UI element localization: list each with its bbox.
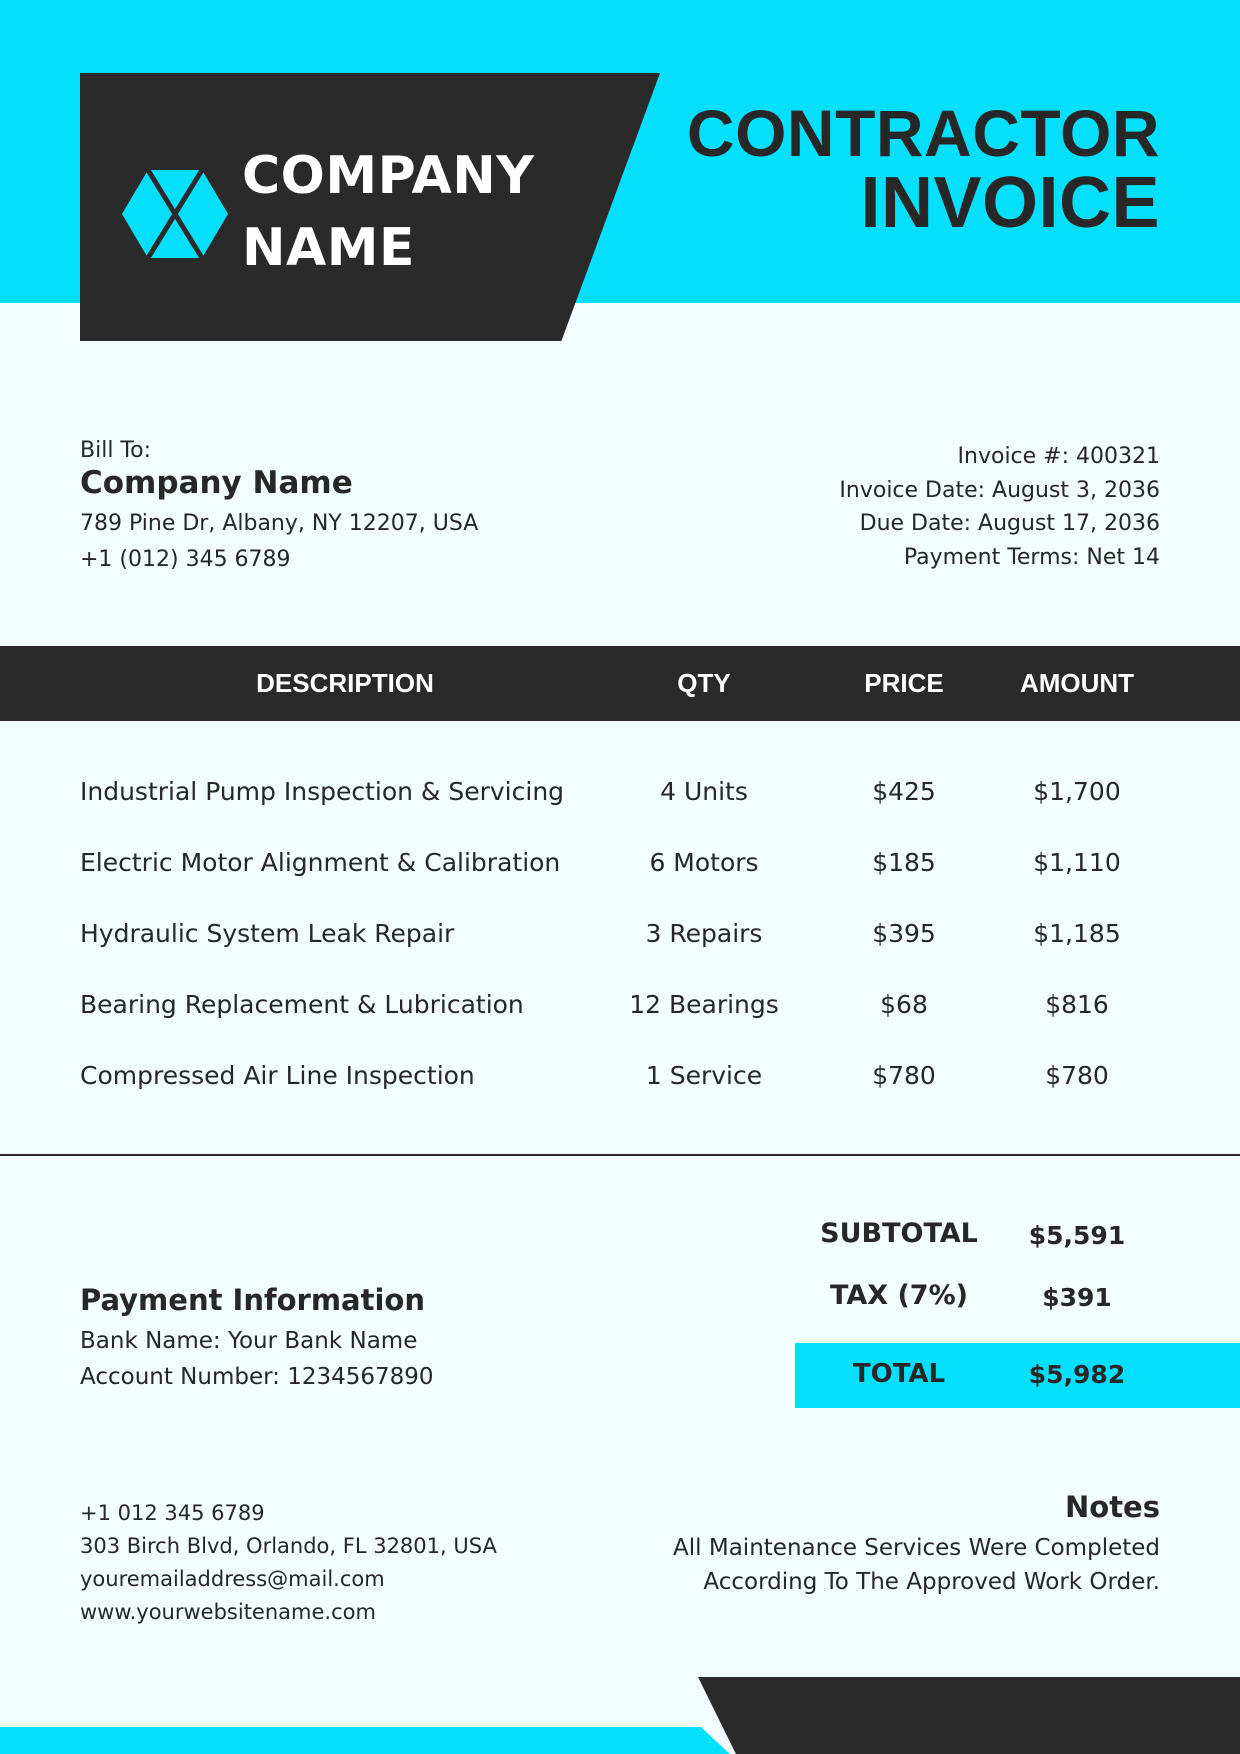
bill-to-name: Company Name xyxy=(80,465,353,501)
payment-info-title: Payment Information xyxy=(80,1283,425,1317)
document-title xyxy=(686,96,1160,243)
table-header xyxy=(0,646,1240,721)
header-description: DESCRIPTION xyxy=(256,668,434,698)
row-amount: $1,700 xyxy=(1033,777,1121,806)
contact-website: www.yourwebsitename.com xyxy=(80,1600,376,1624)
due-date: Due Date: August 17, 2036 xyxy=(859,511,1160,536)
account-number: Account Number: 1234567890 xyxy=(80,1364,434,1390)
header-price: PRICE xyxy=(864,668,944,698)
row-qty: 1 Service xyxy=(645,1061,763,1090)
row-price: $425 xyxy=(872,777,936,806)
contact-address: 303 Birch Blvd, Orlando, FL 32801, USA xyxy=(80,1534,497,1558)
subtotal-label: SUBTOTAL xyxy=(820,1218,978,1249)
header-qty: QTY xyxy=(677,668,731,698)
row-description: Bearing Replacement & Lubrication xyxy=(80,990,524,1019)
row-description: Electric Motor Alignment & Calibration xyxy=(80,848,561,877)
notes-line-1: All Maintenance Services Were Completed xyxy=(673,1535,1160,1561)
row-price: $185 xyxy=(872,848,936,877)
bank-name: Bank Name: Your Bank Name xyxy=(80,1328,418,1354)
table-row xyxy=(0,827,1240,898)
header-amount: AMOUNT xyxy=(1019,668,1135,698)
bill-to-address: 789 Pine Dr, Albany, NY 12207, USA xyxy=(80,511,479,536)
company-logo-name xyxy=(242,140,534,284)
row-amount: $780 xyxy=(1045,1061,1109,1090)
row-amount: $1,110 xyxy=(1033,848,1121,877)
row-description: Hydraulic System Leak Repair xyxy=(80,919,455,948)
contact-phone: +1 012 345 6789 xyxy=(80,1501,265,1525)
row-price: $395 xyxy=(872,919,936,948)
title-line-1: CONTRACTOR xyxy=(686,96,1160,170)
invoice-number: Invoice #: 400321 xyxy=(957,444,1160,469)
tax-label: TAX (7%) xyxy=(830,1280,968,1311)
subtotal-value: $5,591 xyxy=(1028,1221,1126,1250)
total-value: $5,982 xyxy=(1028,1360,1126,1389)
bill-to-label: Bill To: xyxy=(80,438,151,463)
notes-title: Notes xyxy=(1065,1490,1160,1524)
row-qty: 4 Units xyxy=(660,777,748,806)
contact-info xyxy=(80,1497,497,1629)
row-qty: 12 Bearings xyxy=(629,990,779,1019)
table-row xyxy=(0,1040,1240,1111)
bill-to-phone: +1 (012) 345 6789 xyxy=(80,547,291,572)
payment-terms: Payment Terms: Net 14 xyxy=(903,544,1160,570)
invoice-meta xyxy=(839,440,1160,574)
company-logo-line-2: NAME xyxy=(242,218,416,278)
footer-cyan-band xyxy=(0,1727,730,1754)
total-label: TOTAL xyxy=(852,1359,946,1389)
hexagon-x-logo-icon xyxy=(120,168,230,260)
title-line-2: INVOICE xyxy=(860,163,1160,243)
row-description: Industrial Pump Inspection & Servicing xyxy=(80,777,565,806)
table-row xyxy=(0,969,1240,1040)
contact-email: youremailaddress@mail.com xyxy=(80,1567,385,1591)
row-qty: 3 Repairs xyxy=(645,919,763,948)
notes-line-2: According To The Approved Work Order. xyxy=(703,1568,1160,1595)
row-amount: $1,185 xyxy=(1033,919,1121,948)
table-row xyxy=(0,756,1240,827)
row-qty: 6 Motors xyxy=(649,848,759,877)
row-price: $780 xyxy=(872,1061,936,1090)
invoice-date: Invoice Date: August 3, 2036 xyxy=(839,477,1160,503)
notes-text xyxy=(600,1532,1160,1599)
row-amount: $816 xyxy=(1045,990,1109,1019)
tax-value: $391 xyxy=(1042,1283,1112,1312)
row-description: Compressed Air Line Inspection xyxy=(80,1061,475,1090)
table-divider xyxy=(0,1154,1240,1156)
row-price: $68 xyxy=(880,990,928,1019)
footer-dark-shape xyxy=(698,1677,1240,1754)
table-row xyxy=(0,898,1240,969)
company-logo-line-1: COMPANY xyxy=(242,146,535,206)
